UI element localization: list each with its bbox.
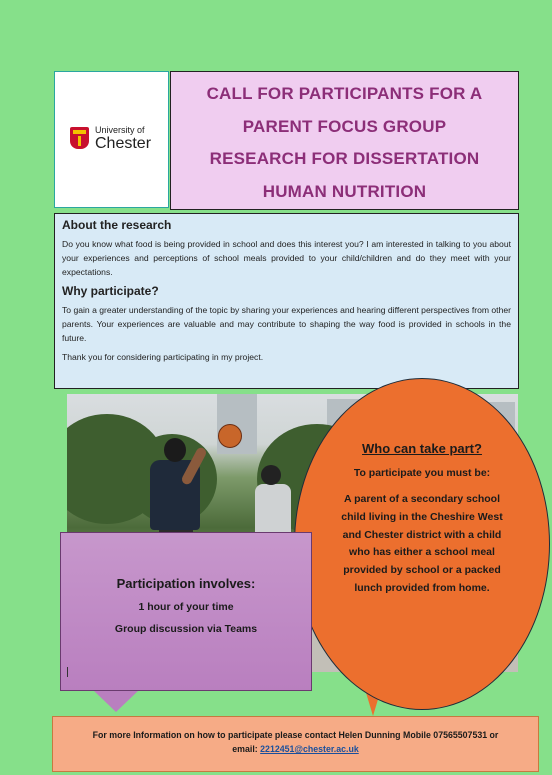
- logo-line-2: Chester: [95, 135, 152, 152]
- involves-box: [60, 532, 312, 691]
- basketball-icon: [218, 424, 242, 448]
- title-line-1: CALL FOR PARTICIPANTS FOR A: [206, 84, 483, 103]
- title-banner: [170, 71, 519, 210]
- about-section: [54, 213, 519, 389]
- involves-heading: Participation involves:: [116, 576, 256, 591]
- text-cursor-mark: [67, 667, 68, 677]
- title-line-3: RESEARCH FOR DISSERTATION: [209, 149, 480, 168]
- title-line-4: HUMAN NUTRITION: [262, 181, 427, 201]
- player-figure: [261, 465, 281, 485]
- crest-icon: [70, 127, 89, 149]
- footer-text: For more Information on how to participate please contact Helen Dunning Mobile 07565507531 or: [92, 730, 499, 740]
- email-link[interactable]: 2212451@chester.ac.uk: [260, 744, 359, 754]
- involves-item-1: 1 hour of your time: [138, 601, 234, 613]
- title-line-2: PARENT FOCUS GROUP: [242, 116, 447, 136]
- involves-bubble-tail: [93, 690, 139, 712]
- university-logo: [54, 71, 169, 208]
- player-figure: [164, 438, 186, 462]
- who-body: A parent of a secondary school child living in the Cheshire West and Chester district with a child who has either a school meal provided by school or a packed lunch provided from home.: [341, 493, 503, 594]
- why-text: To gain a greater understanding of the topic by sharing your experiences and hearing different perspectives from other parents. Your experiences are valuable and may contribute to shaping the way food is provided in schools in the future.: [62, 305, 511, 343]
- why-heading: Why participate?: [62, 284, 159, 298]
- thanks-text: Thank you for considering participating in my project.: [62, 352, 264, 362]
- who-subheading: To participate you must be:: [353, 467, 491, 479]
- who-heading: Who can take part?: [362, 441, 482, 456]
- involves-item-2: Group discussion via Teams: [114, 623, 258, 635]
- contact-footer: [52, 716, 539, 772]
- footer-email-label: email:: [232, 744, 258, 754]
- logo-line-1: University of: [95, 125, 145, 135]
- about-text: Do you know what food is being provided in school and does this interest you? I am interested in talking to you about your experiences and perceptions of school meals provided to your child/children and do they meet with your expectations.: [62, 239, 511, 277]
- about-heading: About the research: [62, 218, 172, 232]
- footer-email-line: [53, 742, 538, 756]
